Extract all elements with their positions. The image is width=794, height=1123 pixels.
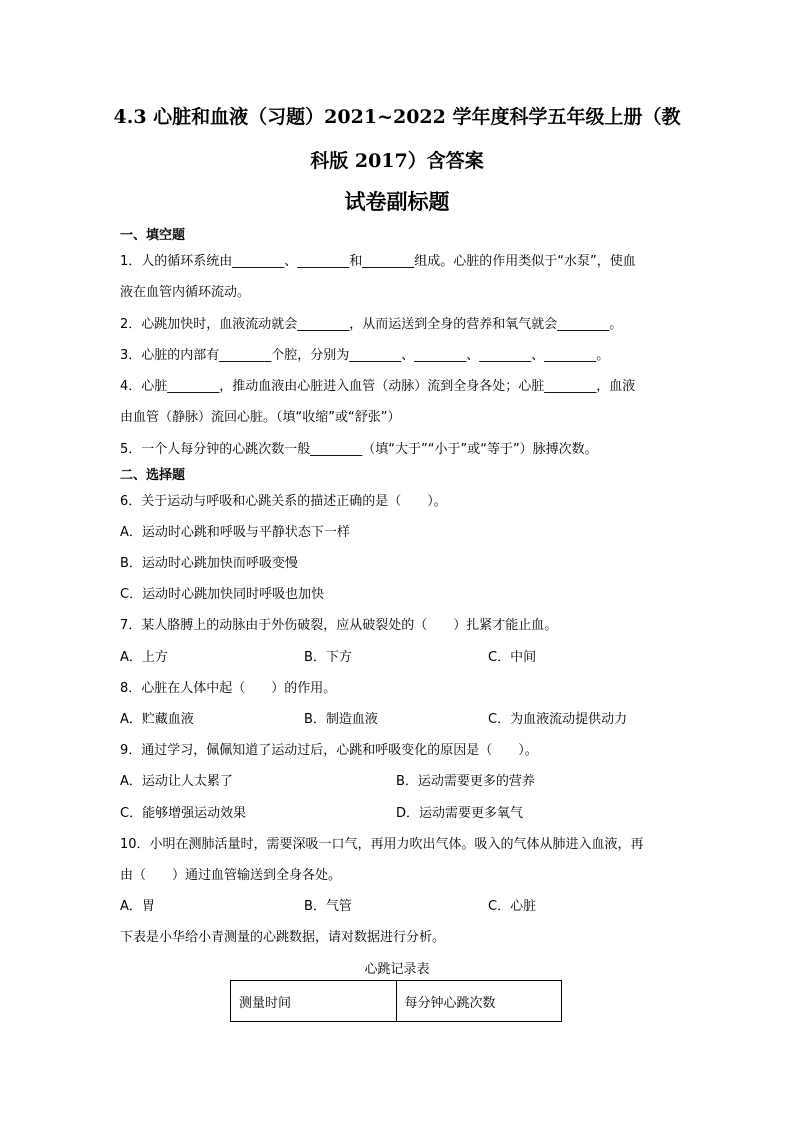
question-9-option-b: B．运动需要更多的营养	[396, 774, 535, 789]
table-intro: 下表是小华给小青测量的心跳数据，请对数据进行分析。	[120, 930, 446, 945]
question-10-line-1: 10．小明在测肺活量时，需要深吸一口气，再用力吹出气体。吸入的气体从肺进入血液，再	[120, 837, 644, 852]
question-1-line-2: 液在血管内循环流动。	[120, 285, 251, 300]
question-8-option-c: C．为血液流动提供动力	[488, 712, 628, 727]
question-3: 3．心脏的内部有________个腔，分别为________、________、________、________。	[120, 348, 610, 363]
section-heading-fill-in: 一、填空题	[120, 228, 186, 243]
table-caption: 心跳记录表	[364, 962, 430, 977]
question-10-option-a: A．胃	[120, 899, 155, 914]
question-6: 6．关于运动与呼吸和心跳关系的描述正确的是（ ）。	[120, 494, 447, 509]
question-10-option-c: C．心脏	[488, 899, 537, 914]
question-1-line-1: 1．人的循环系统由________、________和________组成。心脏的作用类似于“水泵”，使血	[120, 254, 636, 269]
question-9-option-a: A．运动让人太累了	[120, 774, 233, 789]
question-6-option-c: C．运动时心跳加快同时呼吸也加快	[120, 587, 325, 602]
table-header-beats: 每分钟心跳次数	[396, 981, 562, 1022]
table-header-time: 测量时间	[231, 981, 397, 1022]
question-10-option-b: B．气管	[304, 899, 352, 914]
question-4-line-2: 由血管（静脉）流回心脏。（填“收缩”或“舒张”）	[120, 410, 401, 425]
title-line-2: 科版 2017）含答案	[310, 150, 484, 172]
question-8-option-b: B．制造血液	[304, 712, 378, 727]
question-7-option-c: C．中间	[488, 650, 537, 665]
question-9-option-d: D．运动需要更多氧气	[396, 806, 524, 821]
question-6-option-a: A．运动时心跳和呼吸与平静状态下一样	[120, 525, 350, 540]
question-8: 8．心脏在人体中起（ ）的作用。	[120, 681, 337, 696]
question-4-line-1: 4．心脏________，推动血液由心脏进入血管（动脉）流到全身各处；心脏________，血液	[120, 379, 636, 394]
question-7: 7．某人胳膊上的动脉由于外伤破裂，应从破裂处的（ ）扎紧才能止血。	[120, 618, 558, 633]
question-10-line-2: 由（ ）通过血管输送到全身各处。	[120, 868, 342, 883]
table-header-row	[231, 981, 562, 1022]
question-5: 5．一个人每分钟的心跳次数一般________（填“大于”“小于”或“等于”）脉搏次数。	[120, 442, 598, 457]
title-line-1: 4.3 心脏和血液（习题）2021~2022 学年度科学五年级上册（教	[113, 106, 681, 128]
section-heading-choice: 二、选择题	[120, 468, 186, 483]
question-8-option-a: A．贮藏血液	[120, 712, 194, 727]
question-6-option-b: B．运动时心跳加快而呼吸变慢	[120, 556, 298, 571]
heartbeat-record-table	[230, 980, 562, 1022]
question-7-option-b: B．下方	[304, 650, 352, 665]
page-subtitle: 试卷副标题	[344, 189, 450, 214]
question-9-option-c: C．能够增强运动效果	[120, 806, 247, 821]
question-9: 9．通过学习，佩佩知道了运动过后，心跳和呼吸变化的原因是（ ）。	[120, 743, 538, 758]
question-2: 2．心跳加快时，血液流动就会________，从而运送到全身的营养和氧气就会________。	[120, 317, 623, 332]
question-7-option-a: A．上方	[120, 650, 168, 665]
